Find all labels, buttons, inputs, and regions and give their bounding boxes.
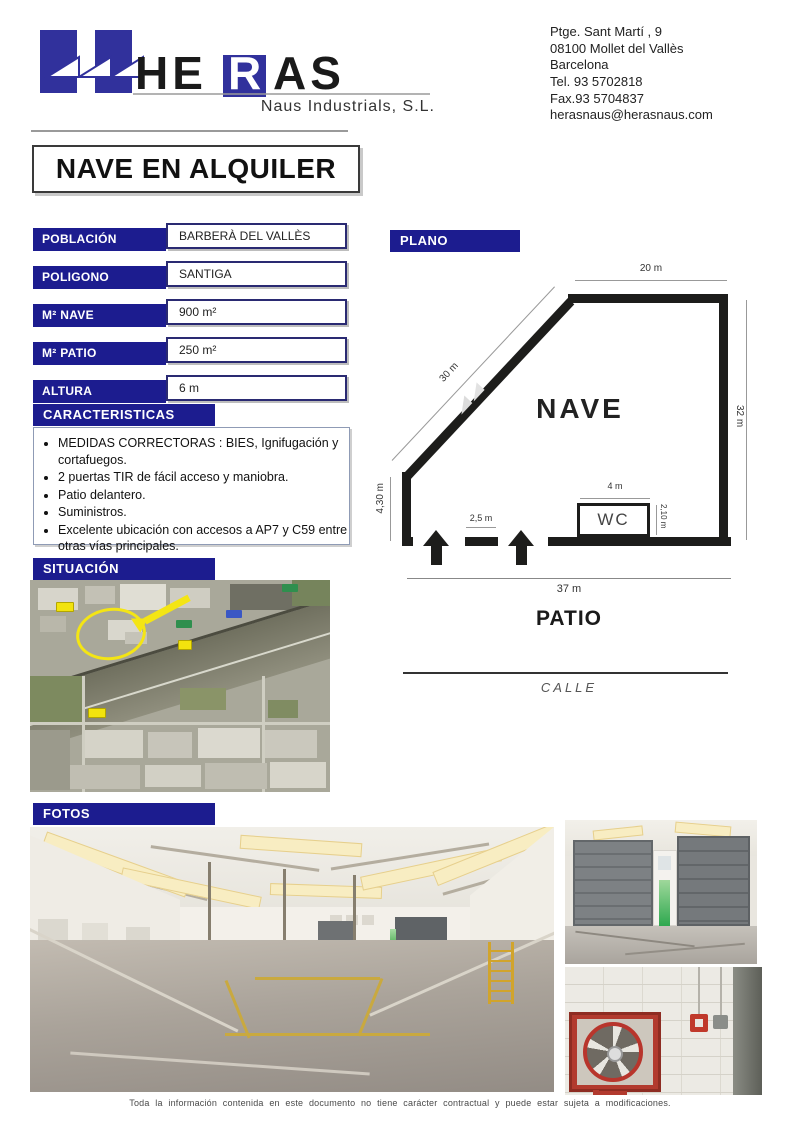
field-label-poblacion: POBLACIÓN bbox=[33, 228, 166, 251]
floor-plan bbox=[375, 255, 788, 710]
fire-hose-photo bbox=[565, 967, 762, 1095]
field-label-poligono: POLIGONO bbox=[33, 266, 166, 289]
dim-top: 20 m bbox=[639, 263, 663, 274]
section-header-situacion: SITUACIÓN bbox=[33, 558, 215, 580]
dim-wc-width: 4 m bbox=[607, 481, 623, 491]
header-divider bbox=[31, 130, 348, 132]
caracteristicas-box bbox=[33, 427, 350, 553]
contact-fax: Fax.93 5704837 bbox=[550, 90, 644, 106]
field-label-m2-nave: M² NAVE bbox=[33, 304, 166, 327]
logo-text-as: AS bbox=[273, 47, 345, 99]
section-header-caracteristicas: CARACTERISTICAS bbox=[33, 404, 215, 426]
location-map bbox=[30, 580, 330, 792]
section-header-fotos: FOTOS bbox=[33, 803, 215, 825]
contact-address-line: Ptge. Sant Martí , 9 bbox=[550, 24, 662, 39]
page-title: NAVE EN ALQUILER bbox=[32, 145, 360, 193]
contact-block bbox=[550, 24, 713, 124]
caracteristicas-list bbox=[34, 435, 349, 555]
logo-bar-right bbox=[95, 30, 132, 93]
road-badge-icon bbox=[226, 610, 242, 618]
dim-left: 4,30 m bbox=[375, 483, 386, 514]
field-value-poblacion: BARBERÀ DEL VALLÈS bbox=[166, 223, 347, 249]
caracteristicas-item: • Suministros. bbox=[58, 504, 349, 521]
street-line bbox=[403, 672, 728, 674]
wall-bottom-right bbox=[548, 537, 731, 546]
wall-diagonal bbox=[404, 298, 575, 479]
field-label-altura: ALTURA bbox=[33, 380, 166, 403]
road-badge-icon bbox=[56, 602, 74, 612]
road-badge-icon bbox=[282, 584, 298, 592]
entrance-arrow-icon bbox=[423, 530, 449, 546]
wall-bottom-foot bbox=[402, 537, 413, 546]
caracteristicas-item: • Patio delantero. bbox=[58, 487, 349, 504]
open-door-light bbox=[659, 880, 670, 926]
dim-diagonal: 30 m bbox=[437, 360, 461, 385]
yellow-ladder bbox=[488, 942, 514, 1004]
road-badge-icon bbox=[176, 620, 192, 628]
warehouse-photo-main bbox=[30, 827, 554, 1092]
wall-top bbox=[568, 294, 728, 303]
caracteristicas-item: • MEDIDAS CORRECTORAS : BIES, Ignifugación y cortafuegos. bbox=[58, 435, 349, 468]
dim-right: 32 m bbox=[734, 405, 745, 428]
wall-left bbox=[402, 472, 411, 546]
field-value-m2-patio: 250 m² bbox=[166, 337, 347, 363]
field-value-poligono: SANTIGA bbox=[166, 261, 347, 287]
wall-bottom-segment bbox=[465, 537, 498, 546]
road-badge-icon bbox=[88, 708, 106, 718]
street-label-calle: CALLE bbox=[540, 680, 598, 695]
logo-text-he: HE bbox=[135, 47, 207, 99]
road-badge-icon bbox=[178, 640, 192, 650]
dim-bottom: 37 m bbox=[556, 583, 582, 595]
room-label-nave: NAVE bbox=[536, 393, 624, 424]
contact-address-line: Barcelona bbox=[550, 57, 609, 73]
field-value-altura: 6 m bbox=[166, 375, 347, 401]
field-value-m2-nave: 900 m² bbox=[166, 299, 347, 325]
caracteristicas-item: • Excelente ubicación con accesos a AP7 y C59 entre otras vías principales. bbox=[58, 522, 349, 555]
dim-door: 2,5 m bbox=[469, 513, 493, 523]
field-label-m2-patio: M² PATIO bbox=[33, 342, 166, 365]
warehouse-photo-doors bbox=[565, 820, 757, 964]
entrance-arrow-icon bbox=[508, 530, 534, 546]
caracteristicas-item: • 2 puertas TIR de fácil acceso y maniobra. bbox=[58, 469, 349, 486]
junction-box bbox=[713, 1015, 728, 1029]
area-label-patio: PATIO bbox=[535, 607, 603, 630]
logo-subtitle: Naus Industrials, S.L. bbox=[260, 98, 435, 115]
contact-address-line: 08100 Mollet del Vallès bbox=[550, 40, 684, 56]
contact-email: herasnaus@herasnaus.com bbox=[550, 107, 713, 123]
sectional-door bbox=[677, 836, 750, 926]
section-header-plano: PLANO bbox=[390, 230, 520, 252]
sectional-door bbox=[573, 840, 653, 926]
dim-wc-height: 2,10 m bbox=[659, 504, 668, 529]
logo-text-r: R bbox=[228, 47, 262, 99]
footer-disclaimer: Toda la información contenida en este documento no tiene carácter contractual y puede estar sujeta a modificaciones. bbox=[129, 1098, 671, 1108]
contact-phone: Tel. 93 5702818 bbox=[550, 73, 643, 89]
room-label-wc: WC bbox=[577, 503, 650, 537]
